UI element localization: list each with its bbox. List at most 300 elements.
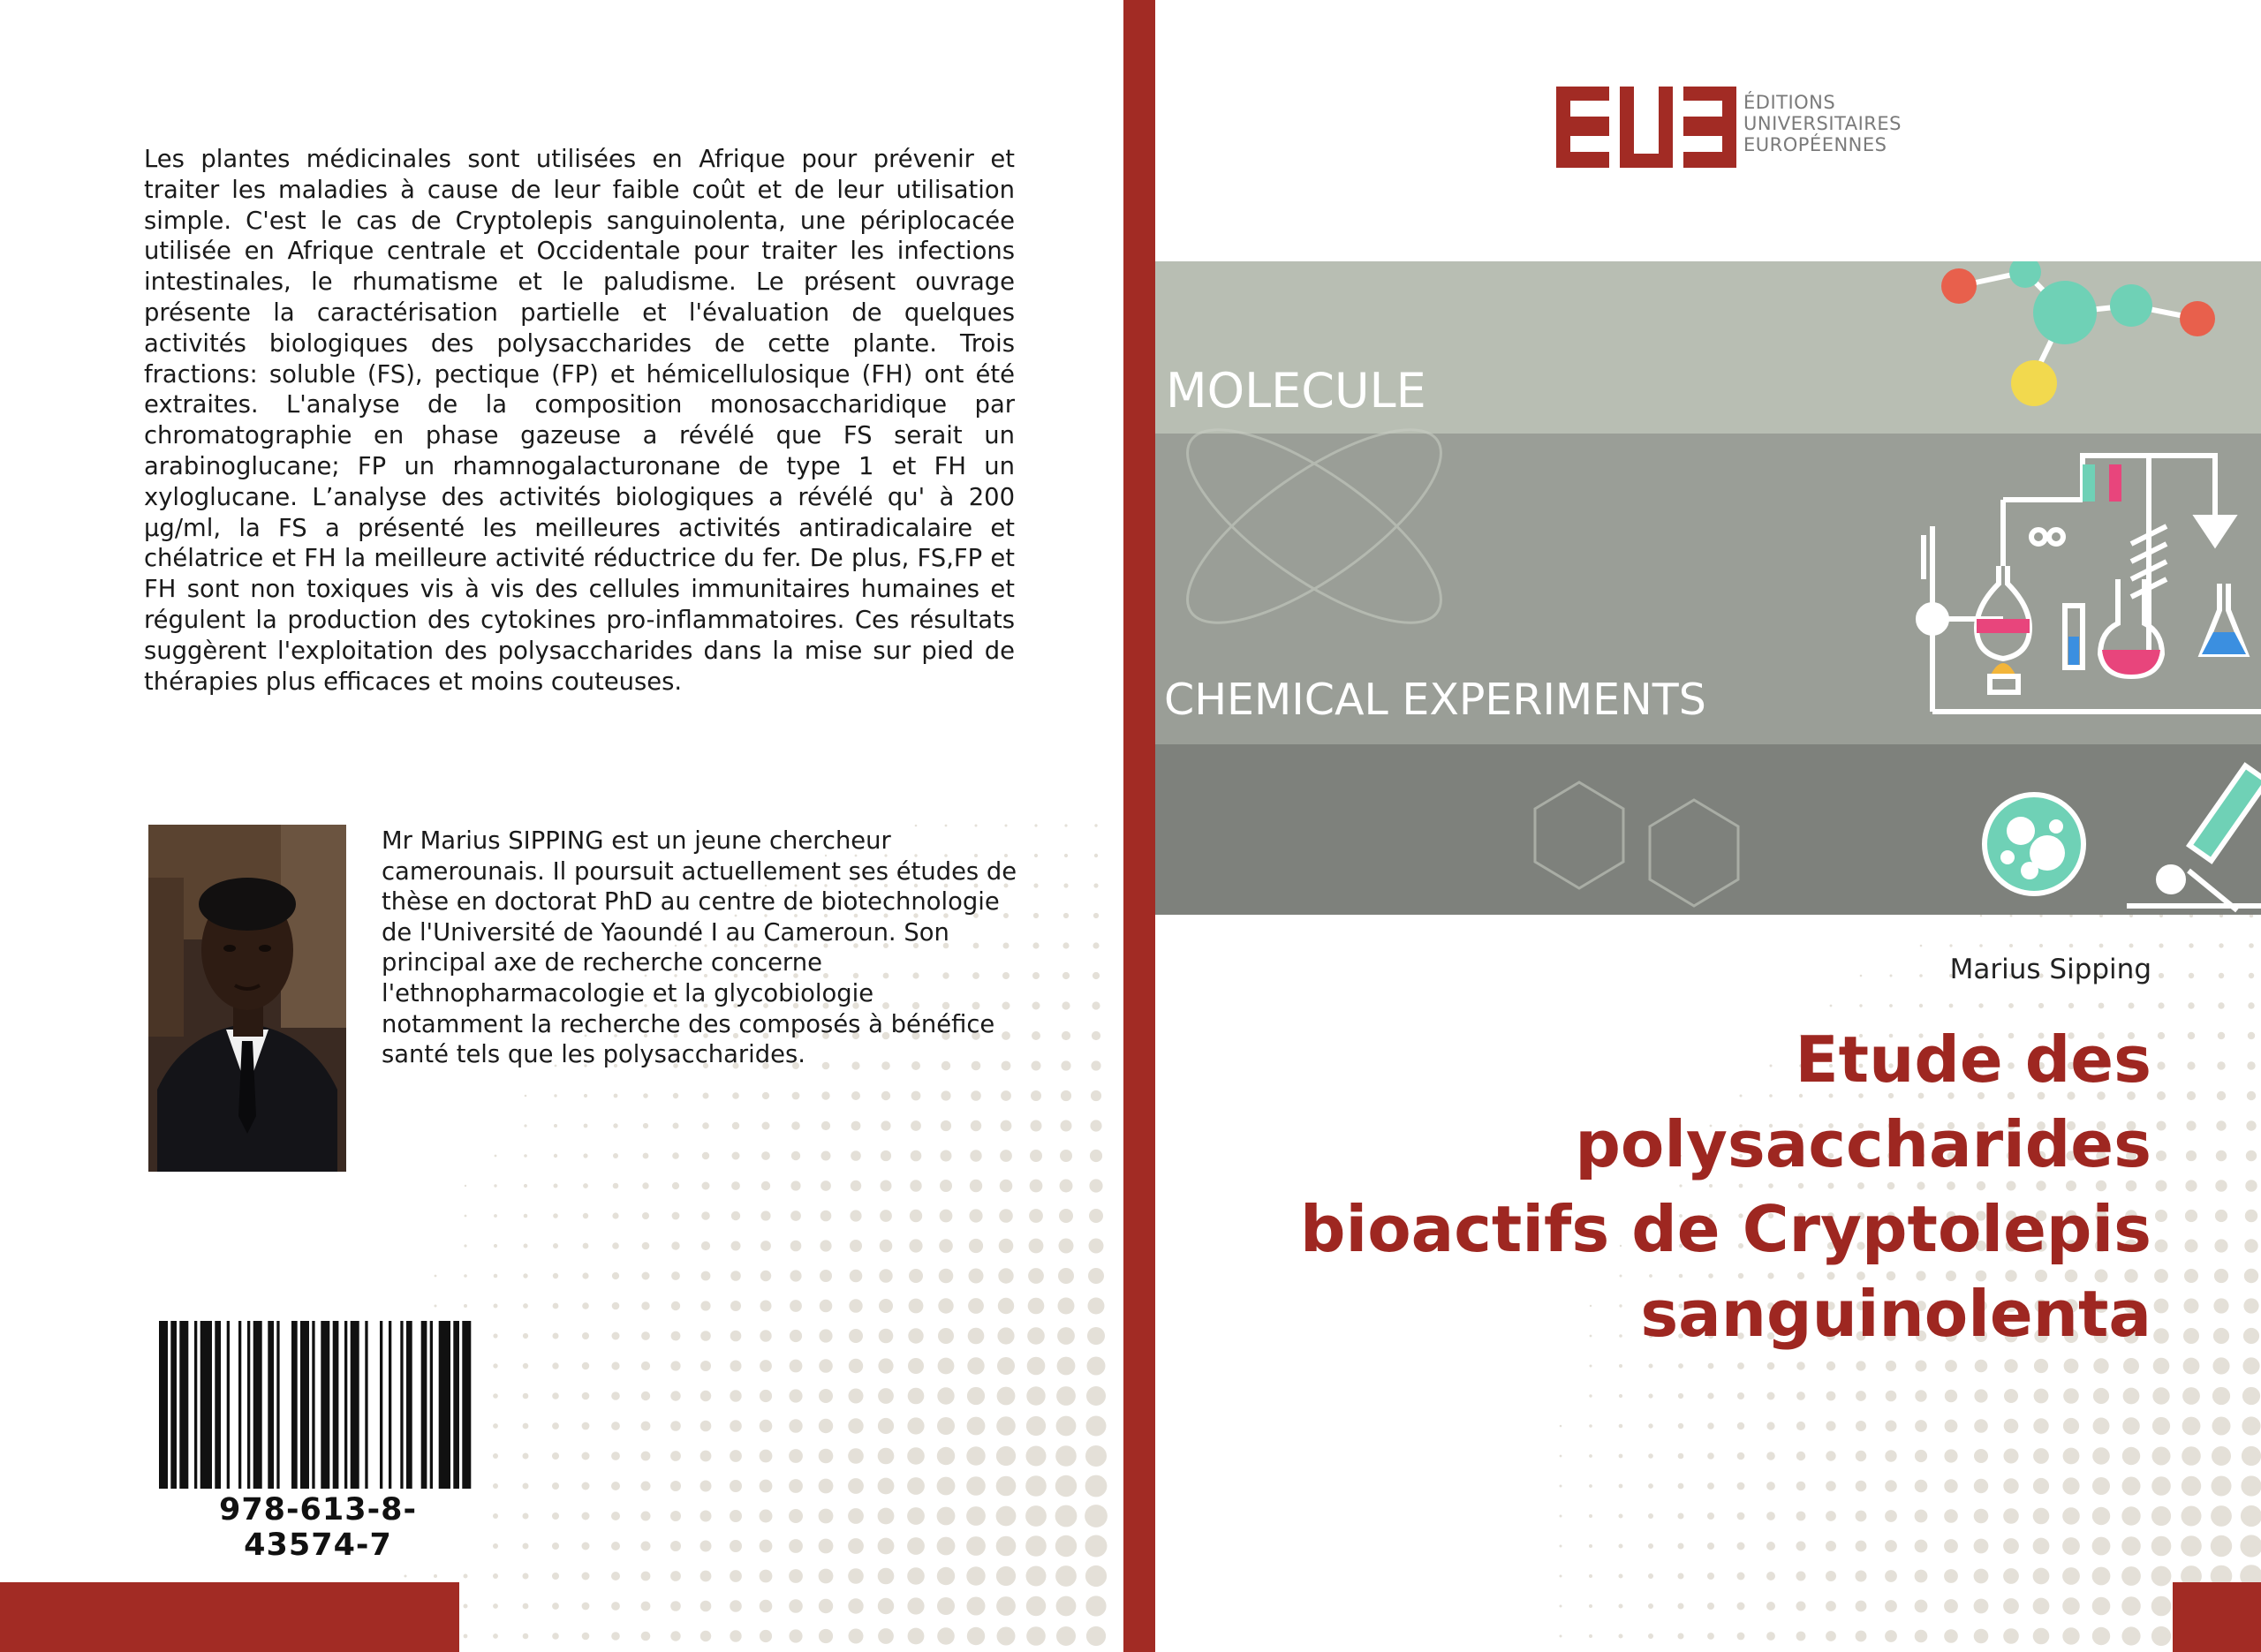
halftone-dot (730, 1450, 742, 1462)
halftone-dot (435, 1305, 437, 1308)
barcode-bar (333, 1321, 339, 1489)
halftone-dot (2123, 1388, 2140, 1405)
halftone-dot (1056, 1626, 1076, 1646)
halftone-dot (1885, 1510, 1897, 1522)
halftone-dot (583, 1243, 589, 1249)
halftone-dot (1975, 1360, 1988, 1373)
halftone-dot (2211, 1505, 2232, 1527)
halftone-dot (940, 1210, 953, 1223)
halftone-dot (760, 1390, 772, 1402)
halftone-dot (1025, 1505, 1047, 1527)
halftone-dot (2245, 1210, 2257, 1222)
halftone-dot (2122, 1477, 2141, 1496)
halftone-dot (2184, 1299, 2199, 1314)
halftone-dot (552, 1482, 559, 1490)
halftone-dot (1589, 1604, 1592, 1608)
halftone-dot (2249, 943, 2254, 948)
halftone-dot (1974, 1599, 1989, 1614)
halftone-dot (1974, 1629, 1989, 1644)
halftone-dot (880, 1210, 892, 1222)
halftone-dot (1589, 1454, 1592, 1458)
halftone-dot (881, 1091, 890, 1100)
halftone-dot (790, 1300, 802, 1312)
halftone-dot (552, 1512, 559, 1520)
halftone-dot (2092, 1507, 2110, 1525)
halftone-dot (2184, 1269, 2198, 1283)
halftone-dot (2033, 1448, 2049, 1464)
halftone-dot (848, 1538, 864, 1554)
halftone-dot (553, 1243, 558, 1248)
halftone-dot (971, 1120, 981, 1131)
halftone-dot (1026, 1446, 1047, 1467)
halftone-dot (2183, 1328, 2199, 1344)
halftone-dot (2093, 1418, 2110, 1435)
halftone-dot (1886, 1391, 1897, 1402)
halftone-dot (849, 1329, 863, 1343)
halftone-dot (937, 1567, 955, 1585)
halftone-dot (1915, 1420, 1927, 1432)
halftone-dot (2099, 944, 2104, 948)
halftone-dot (2212, 1476, 2232, 1497)
halftone-dot (2155, 1240, 2168, 1253)
halftone-dot (673, 1123, 679, 1129)
halftone-dot (2159, 973, 2164, 978)
halftone-dot (1737, 1392, 1744, 1399)
halftone-dot (641, 1452, 651, 1461)
halftone-dot (968, 1298, 984, 1314)
halftone-dot (641, 1301, 649, 1309)
halftone-dot (1766, 1602, 1775, 1611)
halftone-dot (671, 1241, 679, 1249)
halftone-dot (1090, 1150, 1102, 1162)
halftone-dot (701, 1211, 710, 1220)
halftone-dot (970, 1150, 981, 1161)
halftone-dot (1589, 1514, 1592, 1518)
halftone-dot (937, 1417, 955, 1435)
halftone-dot (672, 1152, 679, 1159)
halftone-dot (2004, 1389, 2018, 1403)
halftone-dot (2098, 1003, 2105, 1009)
halftone-dot (2092, 1627, 2110, 1645)
halftone-dot (493, 1483, 498, 1489)
halftone-dot (2244, 1269, 2258, 1283)
halftone-dot (2039, 944, 2043, 947)
halftone-dot (582, 1543, 590, 1550)
halftone-dot (819, 1539, 834, 1554)
halftone-dot (881, 1150, 891, 1161)
halftone-dot (760, 1301, 772, 1312)
halftone-dot (524, 1124, 526, 1127)
halftone-dot (1091, 1090, 1101, 1101)
halftone-dot (1707, 1392, 1713, 1399)
halftone-dot (1978, 1003, 1983, 1007)
halftone-dot (1619, 1544, 1623, 1549)
halftone-dot (2213, 1328, 2229, 1344)
halftone-dot (1086, 1386, 1106, 1406)
halftone-dot (1064, 854, 1068, 857)
halftone-dot (553, 1303, 559, 1309)
halftone-dot (1678, 1363, 1683, 1369)
halftone-dot (700, 1631, 711, 1641)
halftone-dot (2121, 1536, 2141, 1556)
halftone-dot (1796, 1422, 1805, 1430)
halftone-dot (760, 1630, 772, 1642)
halftone-dot (1826, 1392, 1836, 1401)
publisher-line-3: EUROPÉENNES (1743, 134, 1887, 155)
halftone-dot (1034, 824, 1037, 826)
halftone-dot (2241, 1505, 2261, 1527)
halftone-dot (760, 1241, 771, 1251)
halftone-dot (670, 1361, 680, 1370)
halftone-dot (1093, 972, 1100, 979)
halftone-dot (2248, 1032, 2255, 1039)
halftone-dot (1708, 1363, 1714, 1369)
halftone-dot (967, 1627, 985, 1645)
halftone-dot (464, 1244, 466, 1247)
halftone-dot (1826, 1571, 1836, 1581)
halftone-dot (1974, 1509, 1989, 1524)
barcode-bar (276, 1321, 279, 1489)
halftone-dot (878, 1448, 895, 1465)
halftone-dot (2122, 1417, 2140, 1435)
halftone-dot (941, 1120, 951, 1131)
halftone-dot (1088, 1298, 1105, 1315)
halftone-dot (493, 1573, 498, 1579)
halftone-dot (937, 1597, 955, 1615)
barcode-bar (179, 1321, 188, 1489)
halftone-dot (790, 1270, 801, 1281)
halftone-dot (2242, 1387, 2260, 1405)
halftone-dot (909, 1269, 923, 1283)
halftone-dot (1619, 1514, 1623, 1519)
halftone-dot (611, 1572, 620, 1580)
publisher-name (1743, 92, 1902, 155)
halftone-dot (670, 1601, 681, 1611)
halftone-dot (760, 1480, 773, 1493)
halftone-dot (851, 1150, 861, 1161)
halftone-dot (1560, 1635, 1562, 1638)
halftone-dot (1560, 1515, 1562, 1518)
halftone-dot (1090, 1120, 1101, 1131)
halftone-dot (908, 1328, 923, 1343)
halftone-dot (2211, 1535, 2232, 1557)
barcode-bar (321, 1321, 329, 1489)
halftone-dot (1856, 1511, 1867, 1522)
halftone-dot (911, 1120, 921, 1131)
halftone-dot (700, 1391, 711, 1401)
halftone-dot (1885, 1570, 1897, 1582)
halftone-dot (582, 1392, 590, 1400)
publisher-line-2: UNIVERSITAIRES (1743, 113, 1902, 134)
halftone-dot (524, 1184, 527, 1188)
halftone-dot (732, 1122, 739, 1129)
halftone-dot (493, 1423, 498, 1429)
halftone-dot (642, 1182, 648, 1188)
halftone-dot (673, 1093, 678, 1098)
halftone-dot (2033, 1508, 2050, 1525)
banner-word-molecule: MOLECULE (1166, 363, 1426, 419)
halftone-dot (937, 1627, 955, 1645)
halftone-dot (1737, 1452, 1745, 1460)
halftone-dot (2064, 1359, 2079, 1374)
halftone-dot (582, 1512, 590, 1520)
halftone-dot (760, 1510, 773, 1523)
halftone-dot (1944, 1569, 1958, 1583)
bottom-accent-bar-left (0, 1582, 459, 1652)
halftone-dot (1093, 913, 1099, 918)
halftone-dot (670, 1541, 681, 1551)
halftone-dot (1678, 1633, 1684, 1640)
halftone-dot (1057, 1357, 1076, 1376)
halftone-dot (731, 1181, 740, 1190)
halftone-dot (967, 1417, 986, 1436)
halftone-dot (878, 1358, 893, 1373)
halftone-dot (1826, 1541, 1836, 1551)
halftone-dot (523, 1633, 529, 1640)
halftone-dot (1028, 1298, 1045, 1315)
halftone-dot (525, 1095, 527, 1098)
halftone-dot (1826, 1421, 1835, 1430)
halftone-dot (1560, 1605, 1562, 1608)
halftone-dot (1974, 1419, 1988, 1433)
halftone-dot (2216, 1120, 2226, 1130)
halftone-dot (1059, 1239, 1074, 1254)
halftone-dot (848, 1448, 864, 1464)
halftone-dot (700, 1331, 711, 1341)
halftone-dot (909, 1299, 924, 1314)
halftone-dot (641, 1392, 650, 1400)
halftone-dot (1980, 915, 1983, 917)
halftone-dot (848, 1418, 863, 1433)
halftone-dot (2003, 1568, 2019, 1584)
halftone-dot (1060, 1180, 1073, 1193)
halftone-dot (1859, 1004, 1862, 1007)
halftone-dot (1619, 1574, 1623, 1579)
halftone-dot (1826, 1511, 1836, 1521)
halftone-dot (1089, 1179, 1102, 1192)
halftone-dot (1560, 1425, 1562, 1428)
halftone-dot (523, 1393, 529, 1399)
halftone-dot (1826, 1362, 1835, 1370)
halftone-dot (880, 1240, 893, 1253)
halftone-dot (582, 1362, 589, 1369)
halftone-dot (1890, 975, 1893, 977)
petri-dish-icon (1985, 795, 2083, 894)
halftone-dot (2219, 943, 2223, 947)
halftone-dot (971, 1090, 981, 1101)
halftone-dot (554, 1154, 557, 1158)
halftone-dot (493, 1363, 497, 1368)
halftone-dot (641, 1331, 650, 1340)
halftone-dot (493, 1543, 498, 1549)
halftone-dot (967, 1357, 984, 1374)
halftone-dot (819, 1389, 833, 1403)
halftone-dot (1589, 1544, 1592, 1548)
halftone-dot (701, 1271, 711, 1281)
barcode-bar (194, 1321, 197, 1489)
halftone-dot (940, 1180, 952, 1192)
halftone-dot (762, 1122, 770, 1130)
halftone-dot (1034, 854, 1038, 857)
halftone-dot (553, 1213, 558, 1218)
halftone-dot (1737, 1543, 1745, 1550)
halftone-dot (1589, 1574, 1592, 1578)
halftone-dot (2033, 1568, 2050, 1585)
halftone-dot (937, 1387, 954, 1404)
halftone-dot (1826, 1451, 1835, 1460)
halftone-dot (2003, 1508, 2019, 1524)
halftone-dot (2153, 1328, 2169, 1344)
barcode-bar (365, 1321, 367, 1489)
halftone-dot (2063, 1388, 2079, 1404)
halftone-dot (879, 1299, 893, 1313)
halftone-dot (1915, 1480, 1928, 1493)
halftone-dot (997, 1327, 1014, 1344)
halftone-dot (642, 1272, 650, 1280)
halftone-dot (494, 1244, 497, 1248)
halftone-dot (1796, 1362, 1805, 1370)
book-title-line-1: Etude des polysaccharides (1575, 1022, 2151, 1181)
halftone-dot (1916, 1361, 1927, 1372)
halftone-dot (731, 1211, 740, 1220)
halftone-dot (2092, 1597, 2111, 1616)
halftone-dot (1886, 1421, 1897, 1432)
front-cover (1155, 0, 2261, 1652)
halftone-dot (849, 1299, 862, 1312)
halftone-dot (552, 1543, 559, 1550)
halftone-dot (850, 1270, 863, 1283)
halftone-dot (670, 1481, 681, 1491)
barcode-bar (312, 1321, 314, 1489)
halftone-dot (2246, 1120, 2256, 1130)
halftone-dot (1589, 1394, 1592, 1397)
halftone-dot (2185, 1210, 2197, 1222)
halftone-dot (907, 1567, 925, 1585)
halftone-dot (1092, 1031, 1100, 1040)
halftone-dot (1648, 1603, 1653, 1609)
halftone-dot (1087, 1327, 1105, 1345)
halftone-dot (1089, 1209, 1103, 1223)
halftone-dot (1560, 1455, 1562, 1458)
halftone-dot (523, 1273, 527, 1278)
halftone-dot (611, 1602, 620, 1611)
halftone-dot (641, 1362, 650, 1370)
halftone-dot (2158, 1032, 2165, 1039)
halftone-dot (1885, 1450, 1896, 1461)
halftone-dot (2152, 1387, 2169, 1404)
halftone-dot (523, 1513, 529, 1520)
halftone-dot (907, 1507, 925, 1525)
halftone-dot (2123, 1358, 2139, 1374)
halftone-dot (997, 1627, 1016, 1646)
halftone-dot (1619, 1364, 1622, 1368)
halftone-dot (2004, 1359, 2017, 1372)
halftone-dot (612, 1302, 620, 1310)
halftone-dot (969, 1209, 982, 1222)
halftone-dot (2187, 1091, 2196, 1100)
halftone-dot (1945, 1390, 1957, 1402)
halftone-dot (523, 1363, 528, 1369)
halftone-dot (1026, 1416, 1046, 1436)
halftone-dot (2181, 1535, 2202, 1557)
halftone-dot (997, 1387, 1016, 1406)
halftone-dot (1619, 1634, 1623, 1639)
halftone-dot (790, 1181, 800, 1190)
halftone-dot (553, 1273, 558, 1279)
halftone-dot (2062, 1567, 2080, 1585)
halftone-dot (552, 1573, 559, 1580)
halftone-dot (552, 1603, 559, 1610)
halftone-dot (642, 1212, 649, 1219)
halftone-dot (2121, 1506, 2140, 1525)
halftone-dot (494, 1184, 496, 1187)
halftone-dot (2243, 1298, 2258, 1313)
halftone-dot (612, 1272, 619, 1279)
halftone-dot (641, 1632, 651, 1641)
halftone-dot (1085, 1505, 1108, 1528)
halftone-dot (614, 1094, 618, 1098)
halftone-dot (1889, 1004, 1893, 1007)
halftone-dot (554, 1094, 556, 1097)
halftone-dot (582, 1272, 588, 1279)
halftone-dot (1737, 1512, 1745, 1520)
isbn-barcode-box (159, 1321, 477, 1563)
halftone-dot (700, 1361, 711, 1371)
barcode-bar (462, 1321, 471, 1489)
halftone-dot (700, 1601, 712, 1612)
halftone-dot (1949, 944, 1952, 947)
halftone-dot (494, 1304, 498, 1309)
barcode-bar (300, 1321, 309, 1489)
halftone-dot (849, 1629, 864, 1644)
halftone-dot (702, 1182, 710, 1190)
halftone-dot (641, 1512, 651, 1521)
halftone-dot (2218, 1032, 2225, 1039)
halftone-dot (819, 1329, 832, 1342)
halftone-dot (941, 1090, 950, 1100)
halftone-dot (2157, 1121, 2166, 1131)
halftone-dot (1796, 1482, 1806, 1491)
halftone-dot (879, 1329, 894, 1344)
barcode-bar (389, 1321, 391, 1489)
halftone-dot (583, 1213, 588, 1218)
halftone-dot (641, 1602, 651, 1611)
halftone-dot (792, 1092, 800, 1100)
halftone-dot (760, 1450, 773, 1463)
halftone-dot (2246, 1150, 2257, 1161)
halftone-dot (996, 1506, 1017, 1527)
halftone-dot (851, 1181, 861, 1191)
halftone-dot (881, 1181, 892, 1192)
halftone-dot (493, 1453, 498, 1459)
halftone-dot (2188, 1032, 2195, 1039)
halftone-dot (2249, 973, 2254, 978)
halftone-dot (1027, 1327, 1045, 1345)
halftone-dot (789, 1539, 803, 1553)
halftone-dot (700, 1511, 712, 1522)
halftone-dot (1055, 1505, 1078, 1528)
halftone-dot (938, 1358, 955, 1375)
halftone-dot (819, 1449, 834, 1464)
halftone-dot (700, 1301, 710, 1310)
halftone-dot (1707, 1543, 1714, 1550)
barcode-bar (380, 1321, 382, 1489)
barcode-bar (238, 1321, 241, 1489)
halftone-dot (670, 1391, 680, 1400)
halftone-dot (493, 1513, 498, 1519)
halftone-dot (2242, 1416, 2260, 1435)
halftone-dot (2004, 1449, 2019, 1464)
